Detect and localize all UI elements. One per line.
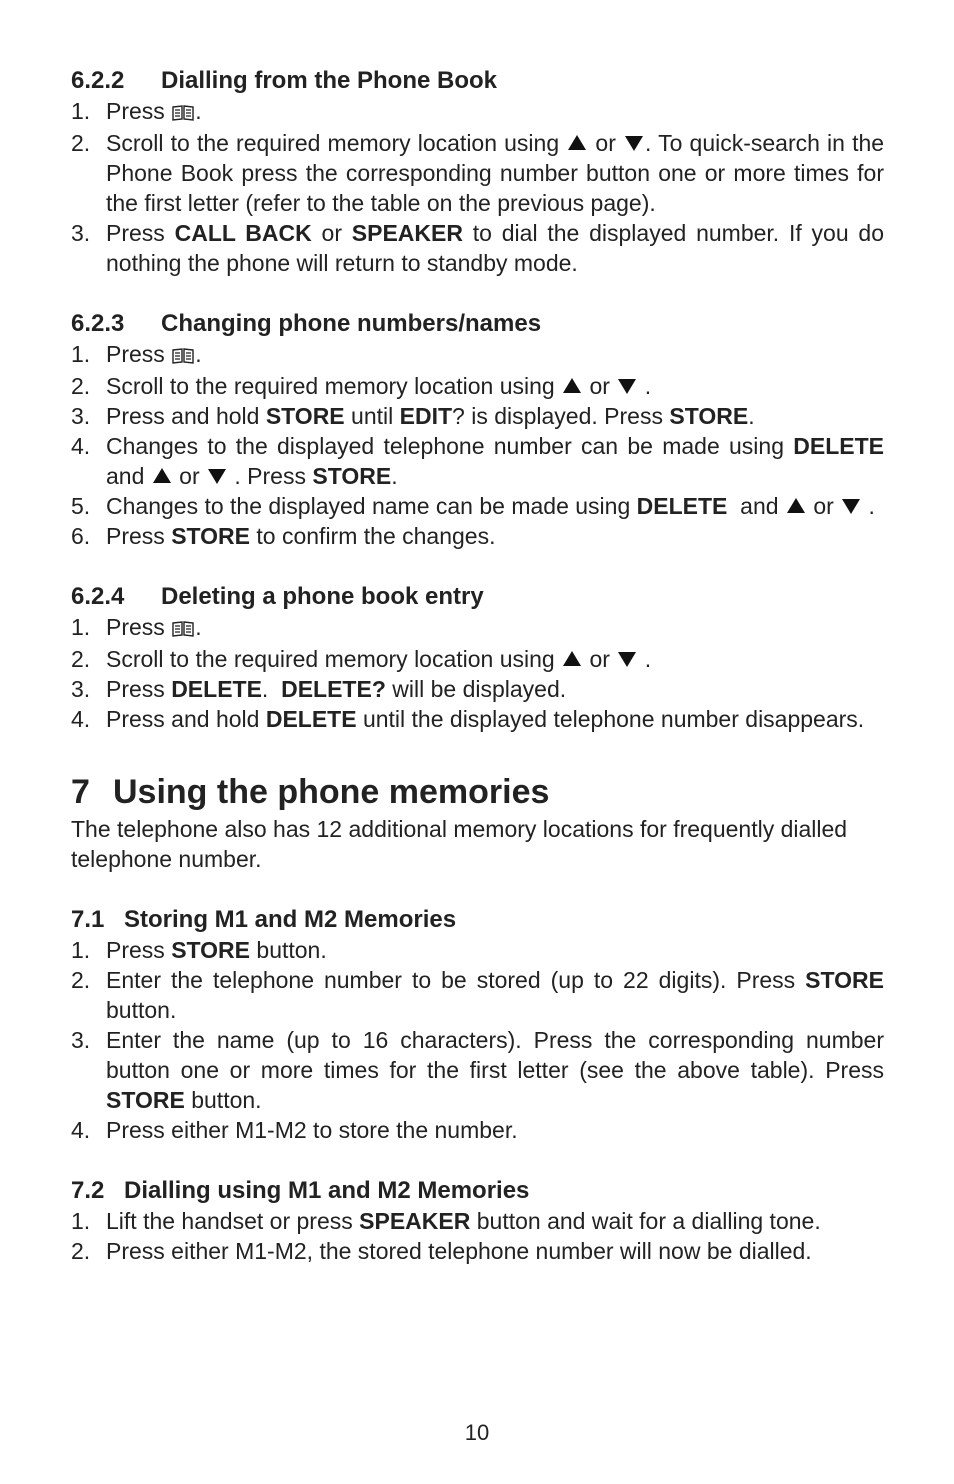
section-title: Deleting a phone book entry [161, 583, 484, 610]
down-arrow-icon [208, 469, 226, 484]
steps-7-1 [71, 935, 884, 1145]
chapter-title: Using the phone memories [113, 773, 550, 811]
list-item: 1. Press STORE button. [71, 937, 327, 963]
list-item: 2. Press either M1-M2, the stored telephone number will now be dialled. [71, 1238, 812, 1264]
section-number: 6.2.3 [71, 310, 125, 337]
list-item: 3. Press CALL BACK or SPEAKER to dial the displayed number. If you do nothing the phone will return to standby mode. [71, 220, 885, 276]
steps-6-2-3 [71, 339, 884, 551]
down-arrow-icon [618, 652, 636, 667]
section-title: Changing phone numbers/names [161, 310, 542, 337]
section-6-2-3-heading [71, 309, 884, 339]
list-item: 4. Press and hold DELETE until the displayed telephone number disappears. [71, 706, 865, 732]
list-item: 1. Press . [71, 96, 884, 128]
down-arrow-icon [625, 136, 643, 151]
page-number: 10 [464, 1420, 490, 1445]
section-number: 7.1 [71, 906, 105, 933]
phonebook-icon [172, 614, 194, 644]
up-arrow-icon [153, 468, 171, 483]
list-item: 2. Enter the telephone number to be stored (up to 22 digits). Press STORE button. [71, 967, 884, 1023]
section-number: 6.2.4 [71, 583, 125, 610]
phonebook-icon [172, 341, 194, 371]
list-item: 3. Press DELETE. DELETE? will be displayed. [71, 676, 567, 702]
up-arrow-icon [563, 651, 581, 666]
list-item: 2. Scroll to the required memory location using or . [71, 646, 652, 672]
up-arrow-icon [563, 378, 581, 393]
up-arrow-icon [568, 135, 586, 150]
phonebook-icon [172, 98, 194, 128]
list-item: 4. Changes to the displayed telephone number can be made using DELETE and or . Press STORE. [71, 433, 884, 489]
steps-6-2-2 [71, 96, 884, 278]
list-item: 4. Press either M1-M2 to store the number. [71, 1117, 518, 1143]
up-arrow-icon [787, 498, 805, 513]
list-item: 6. Press STORE to confirm the changes. [71, 523, 496, 549]
chapter-7-heading [71, 772, 884, 812]
list-item: 1. Press . [71, 612, 884, 644]
page-content [71, 66, 884, 1266]
section-7-1-heading [71, 905, 884, 935]
chapter-intro: The telephone also has 12 additional memory locations for frequently dialled telephone number. [71, 816, 848, 872]
list-item: 5. Changes to the displayed name can be made using DELETE and or . [71, 493, 875, 519]
section-number: 6.2.2 [71, 67, 125, 94]
list-item: 2. Scroll to the required memory location using or . [71, 373, 652, 399]
section-number: 7.2 [71, 1177, 105, 1204]
list-item: 3. Enter the name (up to 16 characters). Press the corresponding number button one or more times for the first letter (see the above table). Press STORE button. [71, 1027, 884, 1113]
down-arrow-icon [842, 499, 860, 514]
section-7-2-heading [71, 1176, 884, 1206]
down-arrow-icon [618, 379, 636, 394]
steps-6-2-4 [71, 612, 884, 734]
list-item: 2. Scroll to the required memory location using or . To quick-search in the Phone Book press the corresponding number button one or more times for the first letter (refer to the table on the previous page). [71, 130, 885, 216]
steps-7-2 [71, 1206, 884, 1266]
list-item: 1. Press . [71, 339, 884, 371]
section-title: Storing M1 and M2 Memories [124, 906, 457, 933]
section-6-2-2-heading [71, 66, 884, 96]
list-item: 3. Press and hold STORE until EDIT? is displayed. Press STORE. [71, 403, 755, 429]
section-title: Dialling from the Phone Book [161, 67, 498, 94]
section-6-2-4-heading [71, 582, 884, 612]
chapter-number: 7 [71, 773, 90, 811]
list-item: 1. Lift the handset or press SPEAKER button and wait for a dialling tone. [71, 1208, 821, 1234]
section-title: Dialling using M1 and M2 Memories [124, 1177, 530, 1204]
